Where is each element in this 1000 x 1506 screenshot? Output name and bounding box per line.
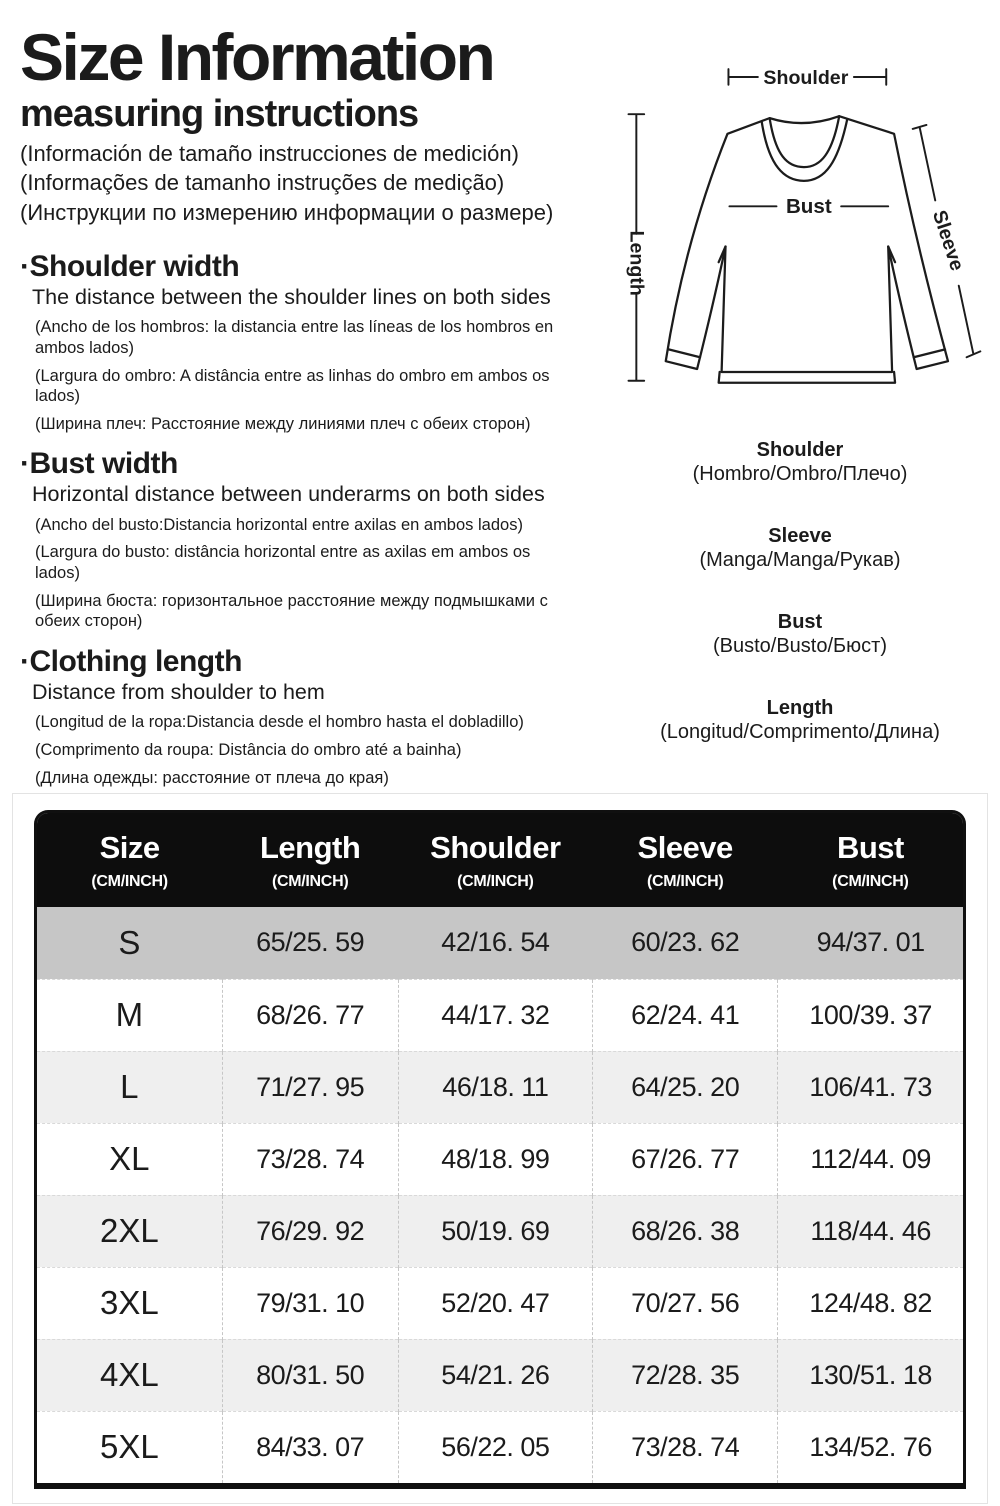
shirt-measurement-diagram <box>604 34 996 410</box>
table-row-2xl <box>37 1195 963 1267</box>
bullet: · <box>20 644 30 678</box>
subtitle-translation-pt: (Informações de tamanho instruções de medição) <box>20 170 505 196</box>
legend-length-translations: (Longitud/Comprimento/Длина) <box>660 721 940 743</box>
table-row-xl <box>37 1123 963 1195</box>
section-bust-width-note-es: (Ancho del busto:Distancia horizontal entre axilas en ambos lados) <box>35 515 523 534</box>
bullet: · <box>20 249 30 283</box>
subtitle-translation-es: (Información de tamaño instrucciones de medición) <box>20 141 519 167</box>
column-label: Size <box>99 830 160 865</box>
sleeve-cell: 68/26. 38 <box>593 1195 778 1267</box>
column-label: Length <box>260 830 361 865</box>
sleeve-cell: 60/23. 62 <box>593 907 778 979</box>
legend-bust-translations: (Busto/Busto/Бюст) <box>712 635 887 657</box>
section-clothing-length-description: Distance from shoulder to hem <box>32 679 325 704</box>
size-table-header-row <box>37 813 963 907</box>
size-cell: 3XL <box>37 1267 222 1339</box>
sleeve-cell: 67/26. 77 <box>593 1123 778 1195</box>
section-clothing-length-note-es: (Longitud de la ropa:Distancia desde el hombro hasta el dobladillo) <box>35 713 524 732</box>
bust-cell: 106/41. 73 <box>778 1051 963 1123</box>
length-cell: 84/33. 07 <box>222 1411 398 1483</box>
shoulder-cell: 44/17. 32 <box>398 979 592 1051</box>
shoulder-cell: 56/22. 05 <box>398 1411 592 1483</box>
size-cell: 5XL <box>37 1411 222 1483</box>
legend-bust <box>600 610 1000 659</box>
section-bust-width-note-ru: (Ширина бюста: горизонтальное расстояние между подмышками с обеих сторон) <box>35 591 548 631</box>
size-cell: M <box>37 979 222 1051</box>
legend-shoulder <box>600 438 1000 487</box>
column-header-length <box>222 813 398 907</box>
table-row-4xl <box>37 1339 963 1411</box>
section-shoulder-width <box>20 250 600 435</box>
shirt-outline <box>666 116 948 372</box>
subtitle-translation-ru: (Инструкции по измерению информации о размере) <box>20 199 554 225</box>
page-subtitle: measuring instructions <box>20 93 419 136</box>
column-unit: (CM/INCH) <box>271 873 349 890</box>
section-shoulder-width-note-ru: (Ширина плеч: Расстояние между линиями плеч с обеих сторон) <box>35 414 531 433</box>
column-unit: (CM/INCH) <box>91 873 168 890</box>
bullet: · <box>20 447 30 481</box>
size-cell: XL <box>37 1123 222 1195</box>
shoulder-cell: 54/21. 26 <box>398 1339 592 1411</box>
size-cell: 4XL <box>37 1339 222 1411</box>
length-cell: 76/29. 92 <box>222 1195 398 1267</box>
section-clothing-length-note-pt: (Comprimento da roupa: Distância do ombro até a bainha) <box>35 741 462 759</box>
section-shoulder-width-description: The distance between the shoulder lines on both sides <box>32 284 551 309</box>
table-row-5xl <box>37 1411 963 1483</box>
legend-sleeve-name: Sleeve <box>768 525 832 547</box>
sleeve-cell: 64/25. 20 <box>593 1051 778 1123</box>
column-label: Sleeve <box>637 830 733 865</box>
column-label: Shoulder <box>430 830 561 865</box>
length-cell: 71/27. 95 <box>222 1051 398 1123</box>
bust-cell: 134/52. 76 <box>778 1411 963 1483</box>
sleeve-cell: 73/28. 74 <box>593 1411 778 1483</box>
shoulder-cell: 48/18. 99 <box>398 1123 592 1195</box>
section-bust-width-description: Horizontal distance between underarms on both sides <box>32 482 545 507</box>
shirt-cuff-left <box>669 349 700 357</box>
measurement-legend <box>600 438 1000 745</box>
size-table <box>37 813 963 1483</box>
section-shoulder-width-note-es: (Ancho de los hombros: la distancia entre las líneas de los hombros en ambos lados) <box>35 318 554 357</box>
diagram-label-sleeve: Sleeve <box>927 207 969 274</box>
shoulder-cell: 52/20. 47 <box>398 1267 592 1339</box>
column-header-bust <box>778 813 963 907</box>
table-row-l <box>37 1051 963 1123</box>
instructions-column <box>0 0 600 793</box>
column-header-size <box>37 813 222 907</box>
legend-shoulder-name: Shoulder <box>756 439 844 461</box>
section-shoulder-width-title <box>20 250 600 284</box>
table-row-3xl <box>37 1267 963 1339</box>
shirt-collar-inner <box>762 120 847 181</box>
section-bust-width <box>20 447 600 632</box>
column-unit: (CM/INCH) <box>832 873 909 890</box>
length-cell: 79/31. 10 <box>222 1267 398 1339</box>
length-cell: 65/25. 59 <box>222 907 398 979</box>
section-shoulder-width-note-pt: (Largura do ombro: A distância entre as linhas do ombro em ambos os lados) <box>35 366 550 406</box>
size-table-frame <box>34 810 966 1489</box>
bust-cell: 130/51. 18 <box>778 1339 963 1411</box>
sleeve-cell: 70/27. 56 <box>593 1267 778 1339</box>
length-cell: 73/28. 74 <box>222 1123 398 1195</box>
legend-sleeve-translations: (Manga/Manga/Рукав) <box>699 549 901 571</box>
legend-bust-name: Bust <box>777 611 823 633</box>
column-header-shoulder <box>398 813 592 907</box>
section-bust-width-note-pt: (Largura do busto: distância horizontal entre as axilas em ambos os lados) <box>35 543 531 583</box>
shirt-hem-band <box>719 372 895 383</box>
sleeve-cell: 72/28. 35 <box>593 1339 778 1411</box>
size-cell: L <box>37 1051 222 1123</box>
page-title: Size Information <box>20 20 494 94</box>
bust-cell: 100/39. 37 <box>778 979 963 1051</box>
section-clothing-length <box>20 645 600 788</box>
shoulder-cell: 50/19. 69 <box>398 1195 592 1267</box>
section-clothing-length-title <box>20 645 600 679</box>
section-bust-width-title <box>20 447 600 481</box>
diagram-label-length: Length <box>625 230 648 296</box>
section-title-text: Bust width <box>29 447 178 481</box>
section-clothing-length-note-ru: (Длина одежды: расстояние от плеча до края) <box>35 768 389 787</box>
legend-sleeve <box>600 524 1000 573</box>
bust-cell: 118/44. 46 <box>778 1195 963 1267</box>
section-title-text: Shoulder width <box>29 249 240 283</box>
shoulder-cell: 42/16. 54 <box>398 907 592 979</box>
shirt-cuff-right <box>914 349 945 357</box>
size-table-panel <box>12 793 988 1504</box>
column-unit: (CM/INCH) <box>457 873 534 890</box>
table-row-s <box>37 907 963 979</box>
column-label: Bust <box>836 830 904 865</box>
legend-shoulder-translations: (Hombro/Ombro/Плечо) <box>692 463 908 485</box>
bust-cell: 94/37. 01 <box>778 907 963 979</box>
diagram-label-shoulder: Shoulder <box>763 66 849 89</box>
size-cell: 2XL <box>37 1195 222 1267</box>
length-cell: 80/31. 50 <box>222 1339 398 1411</box>
column-unit: (CM/INCH) <box>646 873 724 890</box>
diagram-label-bust: Bust <box>785 195 832 219</box>
section-title-text: Clothing length <box>29 644 242 678</box>
length-cell: 68/26. 77 <box>222 979 398 1051</box>
legend-length-name: Length <box>766 697 834 719</box>
bust-cell: 112/44. 09 <box>778 1123 963 1195</box>
diagram-column <box>600 0 1000 793</box>
bust-cell: 124/48. 82 <box>778 1267 963 1339</box>
size-cell: S <box>118 923 141 961</box>
shoulder-cell: 46/18. 11 <box>398 1051 592 1123</box>
sleeve-cell: 62/24. 41 <box>593 979 778 1051</box>
table-row-m <box>37 979 963 1051</box>
legend-length <box>600 696 1000 745</box>
column-header-sleeve <box>593 813 778 907</box>
